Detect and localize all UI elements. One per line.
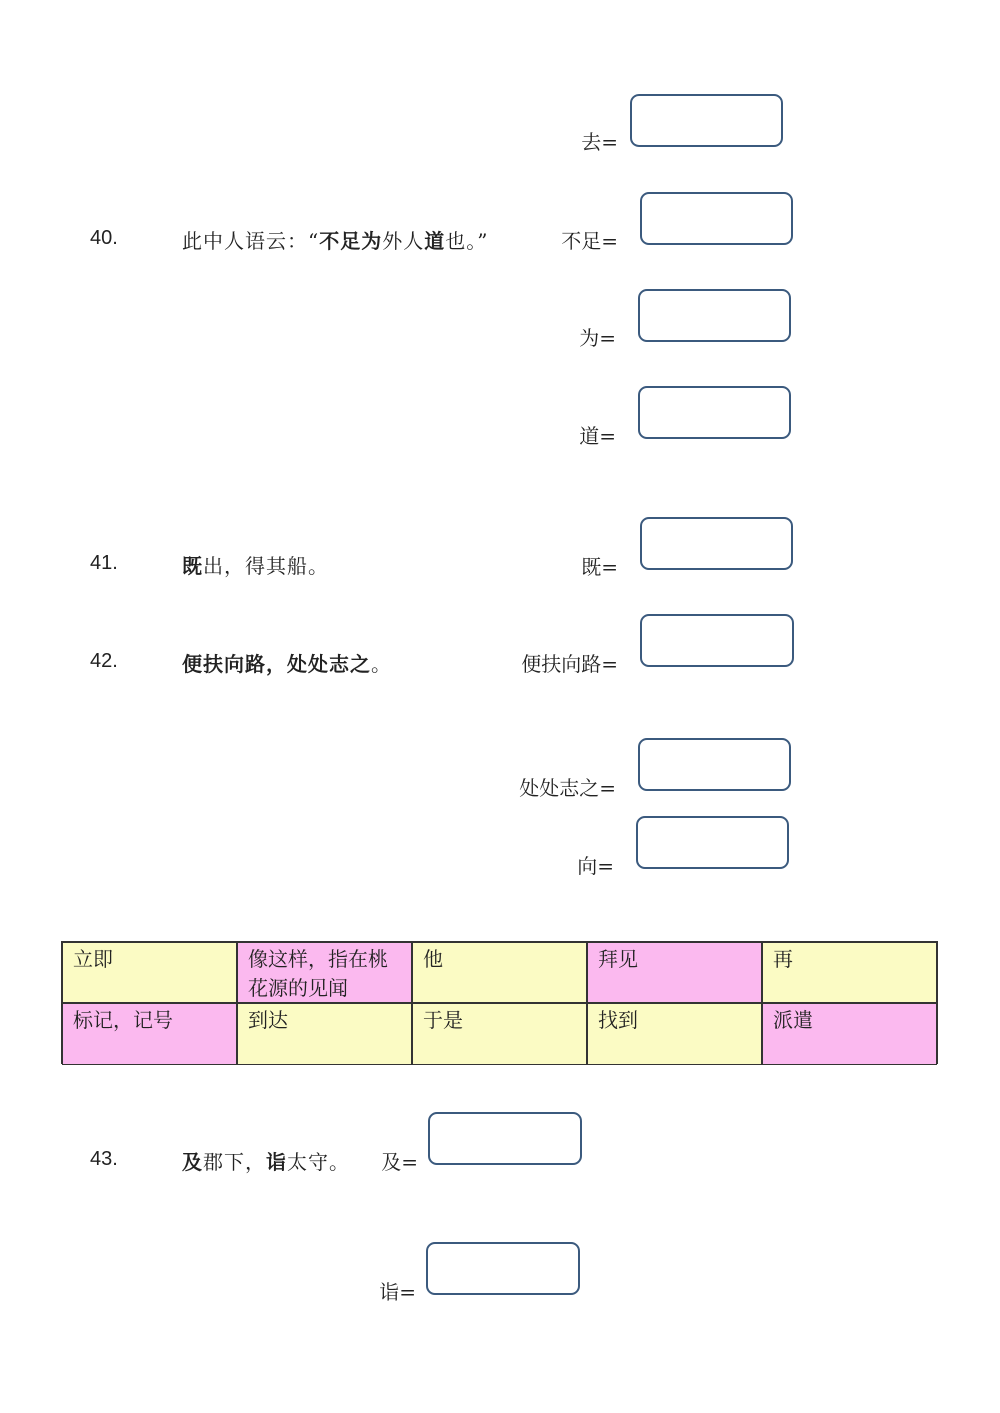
label-chuchuzhizhi: 处处志之=	[519, 776, 616, 800]
word-bank-cell[interactable]: 到达	[237, 1003, 412, 1065]
label-wei: 为=	[579, 326, 616, 350]
question-number-43: 43.	[90, 1148, 118, 1170]
label-ji-43: 及=	[381, 1150, 418, 1174]
word-bank-table	[61, 941, 938, 1064]
label-qu: 去=	[581, 130, 618, 154]
answer-box-wei[interactable]	[638, 289, 791, 342]
label-yi: 诣=	[379, 1280, 416, 1304]
answer-box-ji-43[interactable]	[428, 1112, 582, 1165]
label-ji: 既=	[581, 555, 618, 579]
word-bank-cell[interactable]: 再	[762, 942, 937, 1003]
answer-box-buzu[interactable]	[640, 192, 793, 245]
answer-box-xiang[interactable]	[636, 816, 789, 869]
word-bank-cell[interactable]: 像这样，指在桃花源的见闻	[237, 942, 412, 1003]
word-bank-cell[interactable]: 立即	[62, 942, 237, 1003]
word-bank-cell[interactable]: 找到	[587, 1003, 762, 1065]
question-40-sentence: 此中人语云：“不足为外人道也。”	[182, 229, 489, 253]
word-bank-cell[interactable]: 他	[412, 942, 587, 1003]
label-xiang: 向=	[577, 854, 614, 878]
label-bianfuxianglu: 便扶向路=	[521, 652, 618, 676]
answer-box-dao[interactable]	[638, 386, 791, 439]
question-42-sentence: 便扶向路，处处志之。	[182, 652, 392, 676]
word-bank-cell[interactable]: 派遣	[762, 1003, 937, 1065]
question-43-sentence: 及郡下，诣太守。	[182, 1150, 350, 1174]
word-bank-cell[interactable]: 拜见	[587, 942, 762, 1003]
question-41-sentence: 既出，得其船。	[182, 554, 329, 578]
answer-box-bianfuxianglu[interactable]	[640, 614, 794, 667]
answer-box-qu[interactable]	[630, 94, 783, 147]
answer-box-yi[interactable]	[426, 1242, 580, 1295]
answer-box-ji[interactable]	[640, 517, 793, 570]
question-number-40: 40.	[90, 227, 118, 249]
answer-box-chuchuzhizhi[interactable]	[638, 738, 791, 791]
label-buzu: 不足=	[561, 229, 618, 253]
word-bank-cell[interactable]: 标记，记号	[62, 1003, 237, 1065]
question-number-41: 41.	[90, 552, 118, 574]
word-bank-cell[interactable]: 于是	[412, 1003, 587, 1065]
label-dao: 道=	[579, 424, 616, 448]
question-number-42: 42.	[90, 650, 118, 672]
